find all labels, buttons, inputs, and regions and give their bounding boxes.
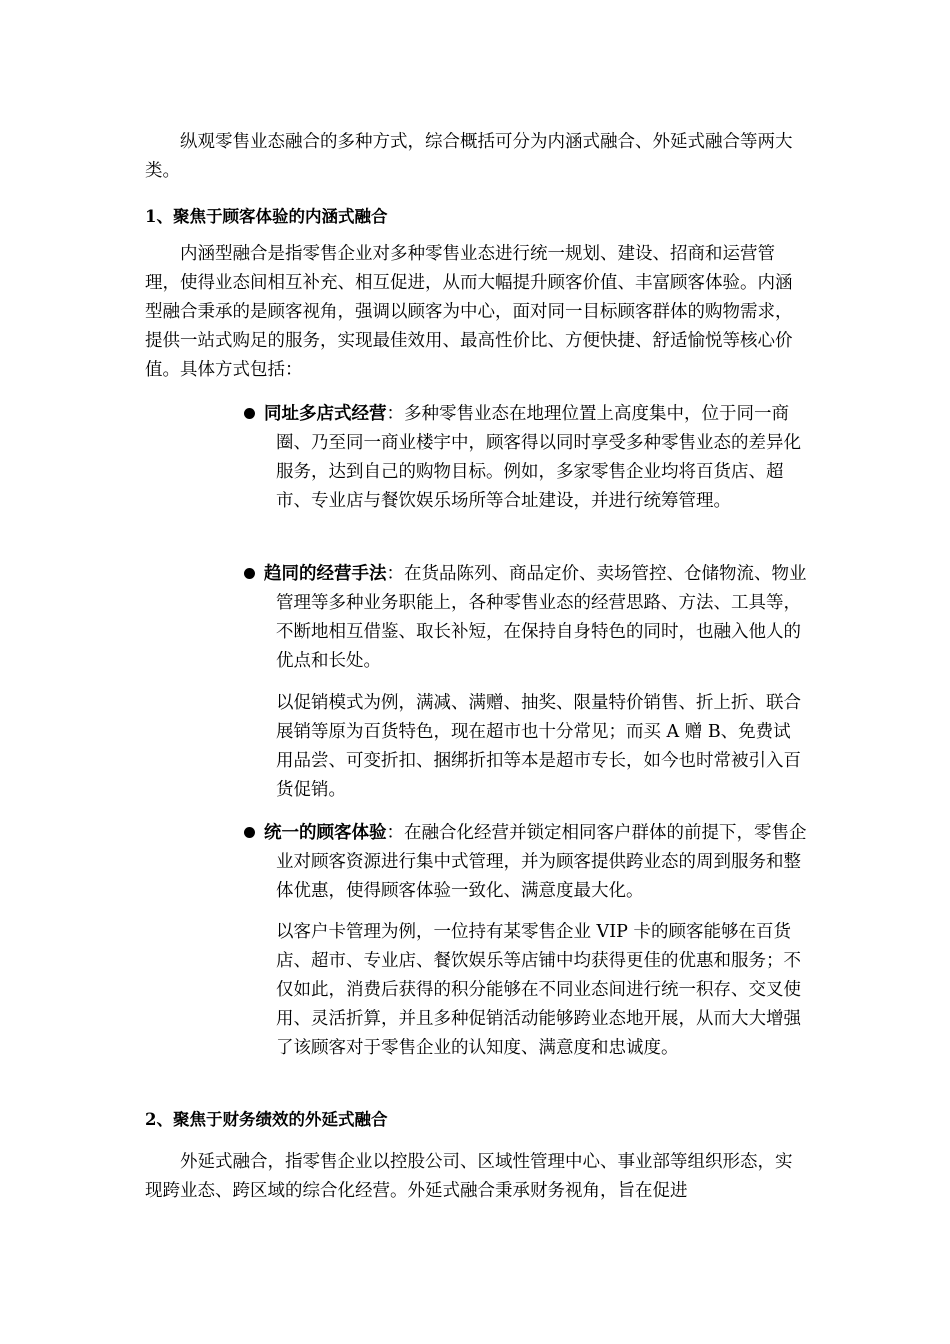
bullet-title: 同址多店式经营 xyxy=(264,404,387,424)
section1-paragraph: 内涵型融合是指零售企业对多种零售业态进行统一规划、建设、招商和运营管理，使得业态间相互补充、相互促进，从而大幅提升顾客价值、丰富顾客体验。内涵型融合秉承的是顾客视角，强调以顾客为中心，面对同一目标顾客群体的购物需求，提供一站式购足的服务，实现最佳效用、最高性价比、方便快捷、舒适愉悦等核心价值。具体方式包括： xyxy=(145,244,793,380)
bullet-title: 趋同的经营手法 xyxy=(264,564,387,584)
bullet-title: 统一的顾客体验 xyxy=(264,823,387,843)
bullet-text: ：多种零售业态在地理位置上高度集中，位于同一商圈、乃至同一商业楼宇中，顾客得以同时享受多种零售业态的差异化服务，达到自己的购物目标。例如，多家零售企业均将百货店、超市、专业店与餐饮娱乐场所等合址建设，并进行统筹管理。 xyxy=(276,404,801,511)
section2-paragraph: 外延式融合，指零售企业以控股公司、区域性管理中心、事业部等组织形态，实现跨业态、跨区域的综合化经营。外延式融合秉承财务视角，旨在促进 xyxy=(145,1152,793,1201)
bullet-text: ：在货品陈列、商品定价、卖场管控、仓储物流、物业管理等多种业务职能上，各种零售业态的经营思路、方法、工具等，不断地相互借鉴、取长补短，在保持自身特色的同时，也融入他人的优点和长处。 xyxy=(276,564,807,671)
bullet-item-same-site xyxy=(244,400,814,516)
bullet-extra-paragraph: 以客户卡管理为例，一位持有某零售企业 VIP 卡的顾客能够在百货店、超市、专业店、餐饮娱乐等店铺中均获得更佳的优惠和服务；不仅如此，消费后获得的积分能够在不同业态间进行统一积存、交叉使用、灵活折算，并且多种促销活动能够跨业态地开展，从而大大增强了该顾客对于零售企业的认知度、满意度和忠诚度。 xyxy=(276,922,801,1058)
section2-heading: 2、聚焦于财务绩效的外延式融合 xyxy=(145,1110,388,1129)
bullet-dot-icon xyxy=(244,568,255,579)
bullet-dot-icon xyxy=(244,408,255,419)
intro-paragraph: 纵观零售业态融合的多种方式，综合概括可分为内涵式融合、外延式融合等两大类。 xyxy=(145,132,793,181)
bullet-item-unified-experience xyxy=(244,819,814,906)
bullet-item-convergent-methods xyxy=(244,560,814,676)
section1-heading: 1、聚焦于顾客体验的内涵式融合 xyxy=(145,207,388,226)
bullet-text: ：在融合化经营并锁定相同客户群体的前提下，零售企业对顾客资源进行集中式管理，并为顾客提供跨业态的周到服务和整体优惠，使得顾客体验一致化、满意度最大化。 xyxy=(276,823,807,901)
bullet-extra-paragraph: 以促销模式为例，满减、满赠、抽奖、限量特价销售、折上折、联合展销等原为百货特色，现在超市也十分常见；而买 A 赠 B、免费试用品尝、可变折扣、捆绑折扣等本是超市专长，如今也时常被引入百货促销。 xyxy=(276,693,801,800)
bullet-dot-icon xyxy=(244,827,255,838)
